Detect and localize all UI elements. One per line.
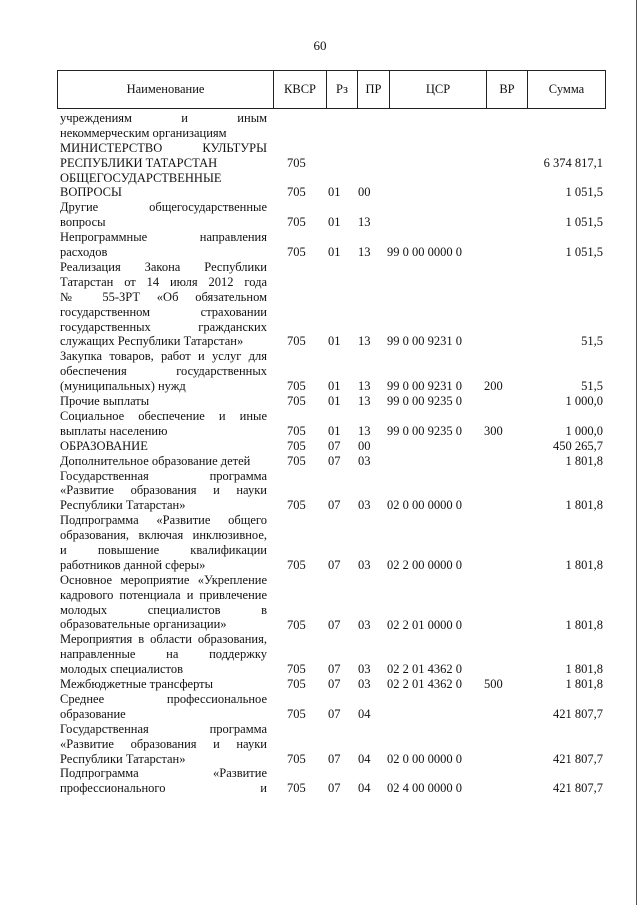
- table-row: [0, 454, 640, 469]
- row-name-line: Закупка товаров, работ и услуг для: [60, 349, 267, 364]
- cell-rz: 07: [328, 706, 341, 721]
- row-name-line: и повышение квалификации: [60, 543, 267, 557]
- table-row: [0, 260, 640, 349]
- cell-kvsr: 705: [287, 334, 306, 349]
- cell-sum: 6 374 817,1: [543, 155, 603, 170]
- row-name: [60, 632, 267, 677]
- cell-sum: 421 807,7: [553, 706, 603, 721]
- row-name-line: Подпрограмма «Развитие: [60, 766, 267, 781]
- row-name: [60, 171, 267, 201]
- row-name-line: образования, включая инклюзивное,: [60, 528, 267, 543]
- cell-kvsr: 705: [287, 662, 306, 677]
- cell-kvsr: 705: [287, 706, 306, 721]
- row-name-line: Подпрограмма «Развитие общего: [60, 513, 267, 528]
- header-kvsr: КВСР: [273, 71, 326, 108]
- table-row: [0, 200, 640, 230]
- cell-rz: 07: [328, 677, 341, 692]
- row-name-line: Среднее профессиональное: [60, 691, 267, 706]
- row-name-line: расходов: [60, 245, 108, 260]
- cell-csr: 02 0 00 0000 0: [387, 498, 462, 513]
- cell-sum: 1 801,8: [565, 498, 603, 513]
- cell-rz: 01: [328, 334, 341, 349]
- cell-sum: 51,5: [581, 334, 603, 349]
- cell-rz: 01: [328, 379, 341, 394]
- cell-csr: 99 0 00 0000 0: [387, 245, 462, 260]
- table-row: [0, 230, 640, 260]
- cell-pr: 03: [358, 557, 371, 572]
- row-name-line: № 55-ЗРТ «Об обязательном: [60, 289, 267, 304]
- table-header: [57, 70, 606, 109]
- cell-vr: 500: [484, 677, 503, 692]
- row-name-line: профессионального и: [60, 781, 267, 796]
- cell-pr: 03: [358, 677, 371, 692]
- cell-sum: 1 801,8: [565, 453, 603, 468]
- cell-pr: 00: [358, 438, 371, 453]
- cell-kvsr: 705: [287, 215, 306, 230]
- cell-kvsr: 705: [287, 423, 306, 438]
- cell-pr: 13: [358, 423, 371, 438]
- row-name: [60, 439, 267, 454]
- row-name-line: молодых специалистов в: [60, 602, 267, 617]
- row-name: [60, 141, 267, 171]
- cell-sum: 1 051,5: [565, 185, 603, 200]
- table-row: [0, 677, 640, 692]
- cell-sum: 1 000,0: [565, 394, 603, 409]
- row-name-line: Реализация Закона Республики: [60, 259, 267, 274]
- cell-pr: 04: [358, 781, 371, 796]
- cell-kvsr: 705: [287, 379, 306, 394]
- cell-rz: 07: [328, 498, 341, 513]
- header-csr: ЦСР: [389, 71, 486, 108]
- cell-rz: 01: [328, 423, 341, 438]
- cell-csr: 99 0 00 9235 0: [387, 394, 462, 409]
- cell-pr: 04: [358, 706, 371, 721]
- cell-kvsr: 705: [287, 751, 306, 766]
- row-name-line: Социальное обеспечение и иные: [60, 408, 267, 423]
- row-name: [60, 409, 267, 439]
- row-name-line: ОБЩЕГОСУДАРСТВЕННЫЕ: [60, 170, 222, 185]
- cell-pr: 04: [358, 751, 371, 766]
- cell-rz: 07: [328, 617, 341, 632]
- cell-rz: 07: [328, 662, 341, 677]
- cell-csr: 02 2 00 0000 0: [387, 557, 462, 572]
- table-row: [0, 141, 640, 171]
- cell-sum: 51,5: [581, 379, 603, 394]
- page-number: 60: [313, 38, 327, 53]
- row-name-line: служащих Республики Татарстан»: [60, 334, 244, 349]
- table-body: [0, 111, 640, 796]
- cell-rz: 07: [328, 557, 341, 572]
- cell-csr: 02 2 01 4362 0: [387, 662, 462, 677]
- cell-pr: 13: [358, 215, 371, 230]
- cell-kvsr: 705: [287, 185, 306, 200]
- row-name-line: «Развитие образования и науки: [60, 483, 267, 498]
- row-name: [60, 722, 267, 767]
- row-name-line: учреждениям и иным: [60, 111, 267, 125]
- row-name-line: вопросы: [60, 215, 106, 230]
- cell-sum: 1 801,8: [565, 662, 603, 677]
- cell-sum: 421 807,7: [553, 781, 603, 796]
- row-name-line: Республики Татарстан»: [60, 751, 186, 766]
- cell-csr: 02 2 01 0000 0: [387, 617, 462, 632]
- cell-kvsr: 705: [287, 438, 306, 453]
- cell-rz: 01: [328, 394, 341, 409]
- row-name: [60, 200, 267, 230]
- row-name-line: Государственная программа: [60, 721, 267, 736]
- table-row: [0, 469, 640, 514]
- cell-pr: 13: [358, 245, 371, 260]
- cell-pr: 13: [358, 334, 371, 349]
- row-name-line: направленные на поддержку: [60, 647, 267, 662]
- row-name: [60, 349, 267, 394]
- row-name-line: Межбюджетные трансферты: [60, 677, 214, 692]
- page-edge-line: [636, 0, 637, 905]
- row-name-line: «Развитие образования и науки: [60, 736, 267, 751]
- row-name-line: Республики Татарстан»: [60, 498, 186, 513]
- row-name: [60, 513, 267, 573]
- cell-sum: 1 801,8: [565, 617, 603, 632]
- row-name-line: Прочие выплаты: [60, 394, 150, 409]
- cell-kvsr: 705: [287, 453, 306, 468]
- cell-rz: 07: [328, 438, 341, 453]
- cell-rz: 01: [328, 185, 341, 200]
- row-name-line: обеспечения государственных: [60, 364, 267, 379]
- table-row: [0, 632, 640, 677]
- cell-kvsr: 705: [287, 781, 306, 796]
- table-row: [0, 349, 640, 394]
- cell-sum: 421 807,7: [553, 751, 603, 766]
- cell-sum: 1 051,5: [565, 215, 603, 230]
- cell-csr: 02 4 00 0000 0: [387, 781, 462, 796]
- row-name-line: Государственная программа: [60, 468, 267, 483]
- row-name-line: ВОПРОСЫ: [60, 185, 122, 200]
- row-name-line: Основное мероприятие «Укрепление: [60, 572, 267, 587]
- cell-pr: 13: [358, 379, 371, 394]
- cell-kvsr: 705: [287, 677, 306, 692]
- row-name-line: выплаты населению: [60, 423, 168, 438]
- cell-csr: 99 0 00 9231 0: [387, 334, 462, 349]
- row-name-line: образование: [60, 706, 126, 721]
- cell-pr: 03: [358, 617, 371, 632]
- cell-rz: 01: [328, 215, 341, 230]
- cell-sum: 1 801,8: [565, 557, 603, 572]
- cell-rz: 01: [328, 245, 341, 260]
- cell-kvsr: 705: [287, 498, 306, 513]
- header-name: Наименование: [126, 82, 205, 96]
- cell-csr: 99 0 00 9235 0: [387, 423, 462, 438]
- row-name-line: работников данной сферы»: [60, 557, 206, 572]
- row-name: [60, 766, 267, 796]
- row-name-line: молодых специалистов: [60, 662, 184, 677]
- row-name: [60, 230, 267, 260]
- row-name: [60, 111, 267, 141]
- row-name-line: образовательные организации»: [60, 617, 227, 632]
- table-row: [0, 766, 640, 796]
- cell-rz: 07: [328, 781, 341, 796]
- header-sum: Сумма: [527, 71, 605, 108]
- row-name-line: некоммерческим организациям: [60, 125, 227, 140]
- cell-kvsr: 705: [287, 245, 306, 260]
- cell-pr: 13: [358, 394, 371, 409]
- row-name: [60, 454, 267, 469]
- cell-csr: 02 0 00 0000 0: [387, 751, 462, 766]
- cell-pr: 03: [358, 453, 371, 468]
- row-name-line: Непрограммные направления: [60, 230, 267, 245]
- cell-kvsr: 705: [287, 617, 306, 632]
- row-name: [60, 260, 267, 349]
- cell-pr: 00: [358, 185, 371, 200]
- row-name-line: государственных гражданских: [60, 319, 267, 334]
- row-name-line: кадрового потенциала и привлечение: [60, 587, 267, 602]
- row-name: [60, 692, 267, 722]
- row-name-line: РЕСПУБЛИКИ ТАТАРСТАН: [60, 155, 218, 170]
- row-name-line: Другие общегосударственные: [60, 200, 267, 215]
- row-name-line: Татарстан от 14 июля 2012 года: [60, 274, 267, 289]
- cell-vr: 200: [484, 379, 503, 394]
- cell-csr: 02 2 01 4362 0: [387, 677, 462, 692]
- cell-rz: 07: [328, 453, 341, 468]
- row-name: [60, 469, 267, 514]
- row-name-line: МИНИСТЕРСТВО КУЛЬТУРЫ: [60, 140, 267, 155]
- cell-csr: 99 0 00 9231 0: [387, 379, 462, 394]
- table-row: [0, 513, 640, 573]
- row-name-line: Дополнительное образование детей: [60, 453, 251, 468]
- table-row: [0, 439, 640, 454]
- header-rz: Рз: [326, 71, 357, 108]
- cell-sum: 1 801,8: [565, 677, 603, 692]
- cell-sum: 1 000,0: [565, 423, 603, 438]
- cell-pr: 03: [358, 662, 371, 677]
- cell-kvsr: 705: [287, 155, 306, 170]
- table-row: [0, 573, 640, 633]
- row-name: [60, 677, 267, 692]
- row-name-line: Мероприятия в области образования,: [60, 632, 267, 647]
- cell-vr: 300: [484, 423, 503, 438]
- cell-rz: 07: [328, 751, 341, 766]
- row-name: [60, 573, 267, 633]
- row-name: [60, 394, 267, 409]
- row-name-line: (муниципальных) нужд: [60, 379, 186, 394]
- table-row: [0, 171, 640, 201]
- table-row: [0, 692, 640, 722]
- cell-sum: 450 265,7: [553, 438, 603, 453]
- row-name-line: ОБРАЗОВАНИЕ: [60, 438, 148, 453]
- table-row: [0, 722, 640, 767]
- header-pr: ПР: [357, 71, 389, 108]
- table-row: [0, 409, 640, 439]
- cell-sum: 1 051,5: [565, 245, 603, 260]
- cell-pr: 03: [358, 498, 371, 513]
- cell-kvsr: 705: [287, 394, 306, 409]
- row-name-line: государственном страховании: [60, 304, 267, 319]
- cell-kvsr: 705: [287, 557, 306, 572]
- header-vr: ВР: [486, 71, 527, 108]
- table-row: [0, 111, 640, 141]
- table-row: [0, 394, 640, 409]
